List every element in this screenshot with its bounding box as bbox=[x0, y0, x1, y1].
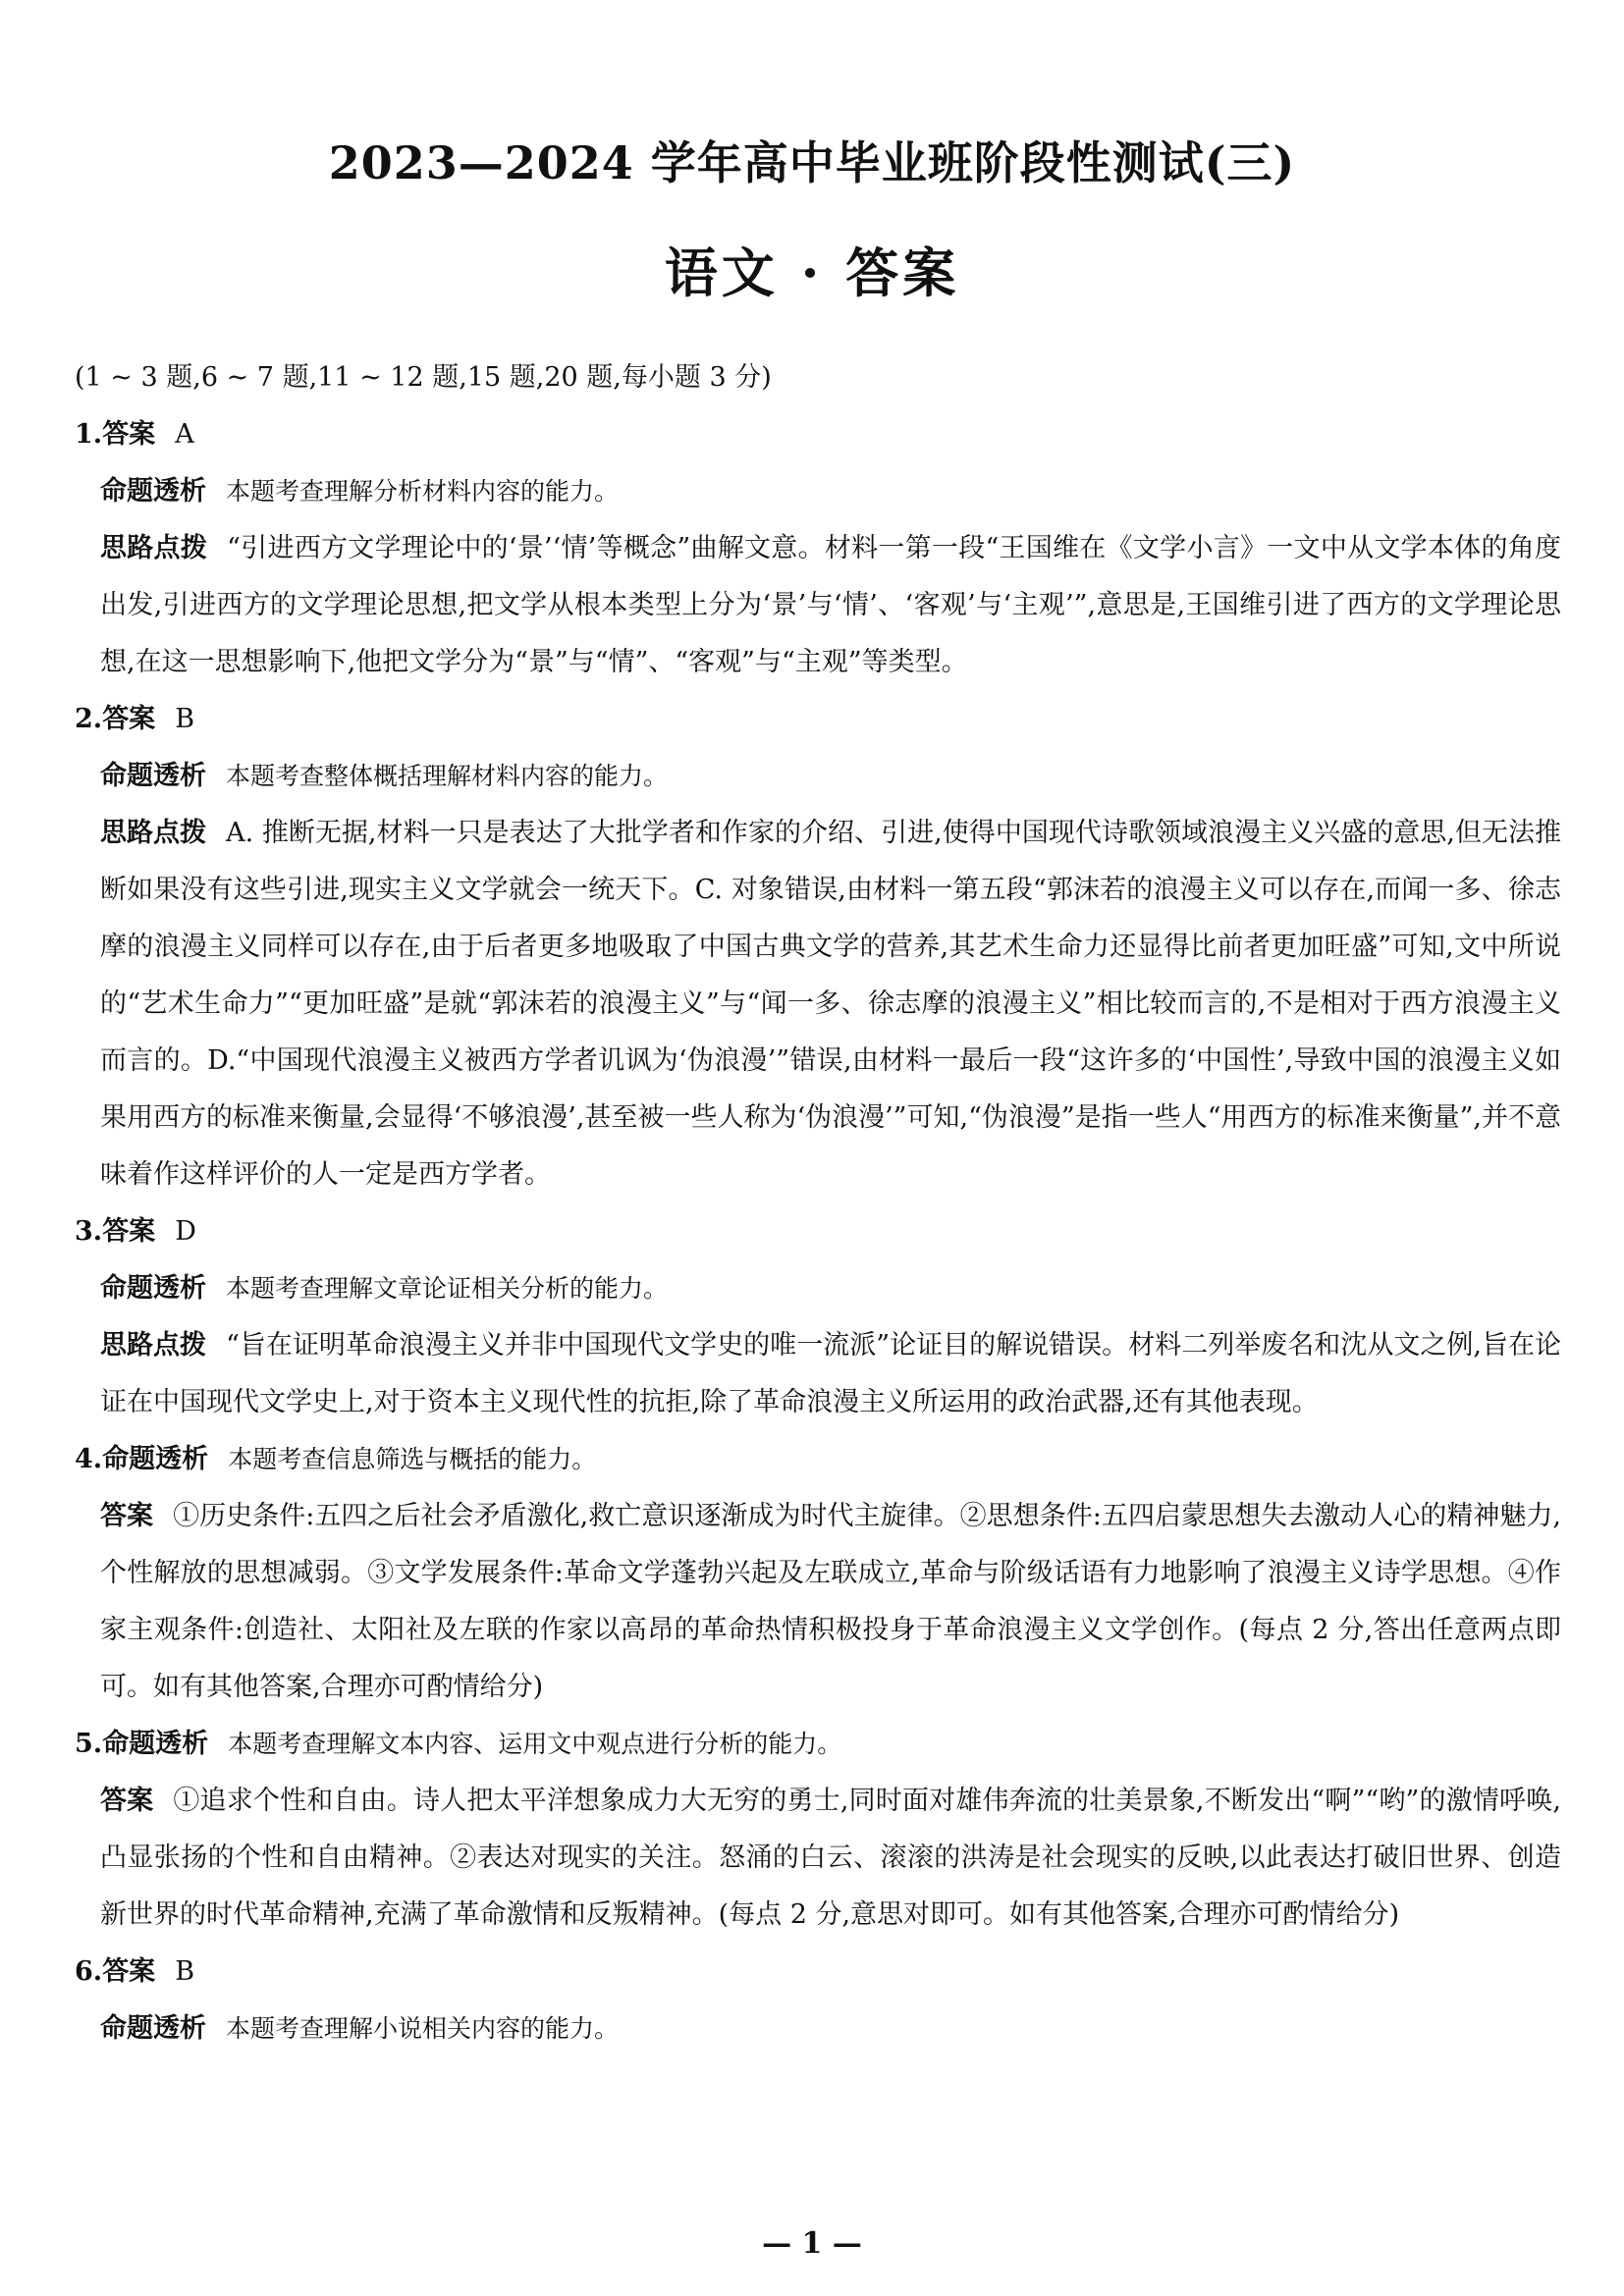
q3-solution-label: 思路点拨 bbox=[100, 1330, 207, 1361]
q5-answer-text: ①追求个性和自由。诗人把太平洋想象成力大无穷的勇士,同时面对雄伟奔流的壮美景象,不断发出“啊”“哟”的激情呼唤,凸显张扬的个性和自由精神。②表达对现实的关注。怒涌的白云、滚滚的洪涛是社会现实的反映,以此表达打破旧世界、创造新世界的时代革命精神,充满了革命激情和反叛精神。(每点 2 分,意思对即可。如有其他答案,合理亦可酌情给分) bbox=[100, 1786, 1561, 1930]
q2-number: 2. bbox=[75, 704, 103, 734]
q1-analysis-label: 命题透析 bbox=[100, 476, 206, 507]
answer-content bbox=[75, 349, 1561, 2057]
q5-answer bbox=[75, 1773, 1561, 1944]
q1-solution bbox=[75, 520, 1561, 691]
q3-solution-text: “旨在证明革命浪漫主义并非中国现代文学史的唯一流派”论证目的解说错误。材料二列举废名和沈从文之例,旨在论证在中国现代文学史上,对于资本主义现代性的抗拒,除了革命浪漫主义所运用的政治武器,还有其他表现。 bbox=[100, 1330, 1562, 1417]
q1-solution-text: “引进西方文学理论中的‘景’‘情’等概念”曲解文意。材料一第一段“王国维在《文学小言》一文中从文学本体的角度出发,引进西方的文学理论思想,把文学从根本类型上分为‘景’与‘情’、‘客观’与‘主观’”,意思是,王国维引进了西方的文学理论思想,在这一思想影响下,他把文学分为“景”与“情”、“客观”与“主观”等类型。 bbox=[100, 533, 1561, 677]
q6-analysis-text: 本题考查理解小说相关内容的能力。 bbox=[226, 2014, 620, 2043]
q5-answer-label: 答案 bbox=[100, 1786, 154, 1816]
q4-analysis-line bbox=[75, 1431, 1561, 1488]
q3-answer-label: 答案 bbox=[102, 1216, 156, 1247]
q4-answer-text: ①历史条件:五四之后社会矛盾激化,救亡意识逐渐成为时代主旋律。②思想条件:五四启蒙思想失去激动人心的精神魅力,个性解放的思想减弱。③文学发展条件:革命文学蓬勃兴起及左联成立,革命与阶级话语有力地影响了浪漫主义诗学思想。④作家主观条件:创造社、太阳社及左联的作家以高昂的革命热情积极投身于革命浪漫主义文学创作。(每点 2 分,答出任意两点即可。如有其他答案,合理亦可酌情给分) bbox=[100, 1501, 1562, 1702]
q1-analysis bbox=[75, 463, 1561, 520]
q2-answer-line bbox=[75, 691, 1561, 748]
scoring-note: (1 ~ 3 题,6 ~ 7 题,11 ~ 12 题,15 题,20 题,每小题 3 分) bbox=[75, 362, 772, 393]
q4-analysis-label: 命题透析 bbox=[102, 1444, 209, 1474]
q5-number: 5. bbox=[75, 1729, 103, 1759]
q1-answer-label: 答案 bbox=[102, 419, 156, 450]
q3-solution bbox=[75, 1317, 1561, 1431]
q1-solution-label: 思路点拨 bbox=[100, 533, 208, 563]
q4-answer bbox=[75, 1488, 1561, 1716]
q3-answer-line bbox=[75, 1203, 1561, 1260]
q2-analysis-label: 命题透析 bbox=[100, 761, 206, 791]
q6-analysis bbox=[75, 2001, 1561, 2057]
q2-answer-label: 答案 bbox=[102, 704, 156, 734]
q3-analysis bbox=[75, 1260, 1561, 1317]
page-title: 2023—2024 学年高中毕业班阶段性测试(三) bbox=[328, 136, 1296, 189]
q3-analysis-text: 本题考查理解文章论证相关分析的能力。 bbox=[226, 1274, 669, 1303]
q5-analysis-text: 本题考查理解文本内容、运用文中观点进行分析的能力。 bbox=[228, 1730, 842, 1758]
q5-analysis-line bbox=[75, 1716, 1561, 1773]
q2-answer-letter: B bbox=[175, 704, 195, 734]
q2-solution bbox=[75, 805, 1561, 1203]
q2-solution-text: A. 推断无据,材料一只是表达了大批学者和作家的介绍、引进,使得中国现代诗歌领域浪漫主义兴盛的意思,但无法推断如果没有这些引进,现实主义文学就会一统天下。C. 对象错误,由材料一第五段“郭沫若的浪漫主义可以存在,而闻一多、徐志摩的浪漫主义同样可以存在,由于后者更多地吸取了中国古典文学的营养,其艺术生命力还显得比前者更加旺盛”可知,文中所说的“艺术生命力”“更加旺盛”是就“郭沫若的浪漫主义”与“闻一多、徐志摩的浪漫主义”相比较而言的,不是相对于西方浪漫主义而言的。D.“中国现代浪漫主义被西方学者讥讽为‘伪浪漫’”错误,由材料一最后一段“这许多的‘中国性’,导致中国的浪漫主义如果用西方的标准来衡量,会显得‘不够浪漫’,甚至被一些人称为‘伪浪漫’”可知,“伪浪漫”是指一些人“用西方的标准来衡量”,并不意味着作这样评价的人一定是西方学者。 bbox=[100, 818, 1561, 1190]
q2-analysis-text: 本题考查整体概括理解材料内容的能力。 bbox=[226, 762, 669, 790]
q6-number: 6. bbox=[75, 1956, 103, 1987]
q3-number: 3. bbox=[75, 1216, 103, 1247]
q6-answer-line bbox=[75, 1944, 1561, 2001]
page-number: — 1 — bbox=[762, 2226, 862, 2261]
q2-analysis bbox=[75, 748, 1561, 805]
q1-analysis-text: 本题考查理解分析材料内容的能力。 bbox=[226, 477, 620, 506]
q1-answer-letter: A bbox=[175, 419, 194, 450]
q6-analysis-label: 命题透析 bbox=[100, 2013, 206, 2044]
q2-solution-label: 思路点拨 bbox=[100, 818, 207, 848]
q1-number: 1. bbox=[75, 419, 103, 450]
q4-number: 4. bbox=[75, 1444, 103, 1474]
q4-analysis-text: 本题考查信息筛选与概括的能力。 bbox=[228, 1445, 597, 1473]
q3-analysis-label: 命题透析 bbox=[100, 1273, 206, 1304]
q1-answer-line bbox=[75, 406, 1561, 463]
q3-answer-letter: D bbox=[175, 1216, 196, 1247]
q6-answer-label: 答案 bbox=[102, 1956, 156, 1987]
q4-answer-label: 答案 bbox=[100, 1501, 154, 1531]
q6-answer-letter: B bbox=[175, 1956, 195, 1987]
page-subtitle: 语文 · 答案 bbox=[664, 241, 960, 304]
q5-analysis-label: 命题透析 bbox=[102, 1729, 209, 1759]
